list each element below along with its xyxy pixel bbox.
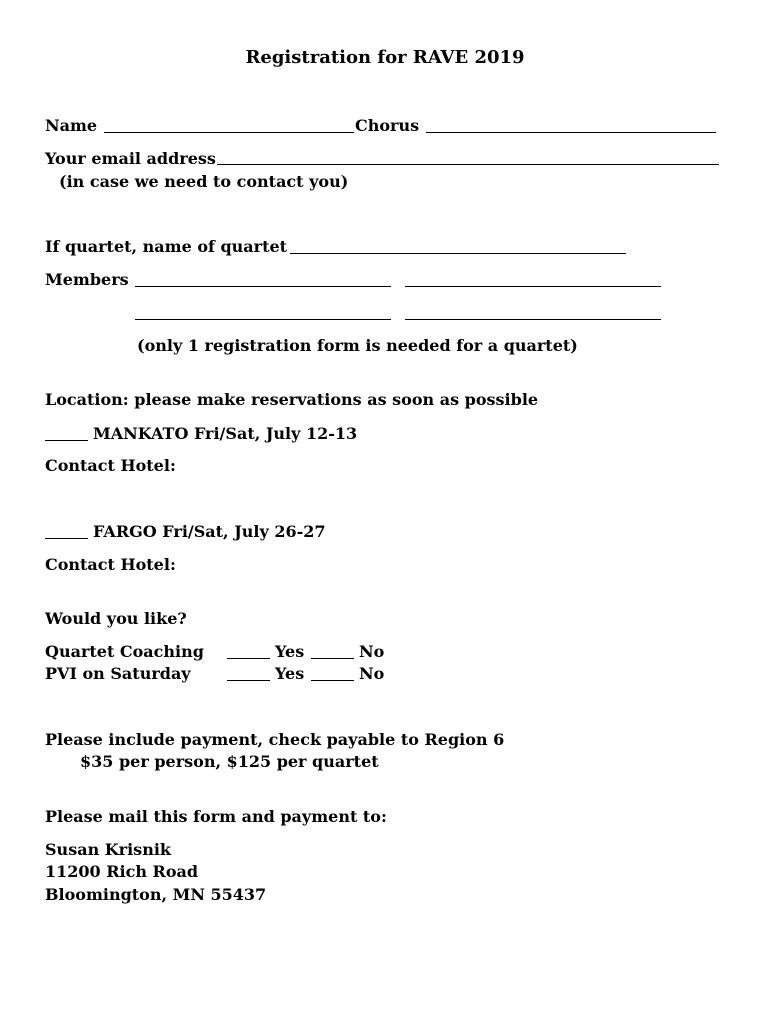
email-field[interactable] [217, 164, 719, 165]
member-field-2[interactable] [405, 286, 661, 287]
quartet-name-label: If quartet, name of quartet [45, 237, 288, 256]
pvi-no: No [359, 664, 385, 683]
chorus-label: Chorus [355, 116, 420, 135]
would-you-like-heading: Would you like? [45, 609, 187, 628]
page-title: Registration for RAVE 2019 [245, 47, 525, 68]
name-field[interactable] [104, 132, 354, 133]
member-field-1[interactable] [135, 286, 391, 287]
quartet-coaching-yes-line[interactable] [227, 658, 270, 659]
fargo-checkbox-line[interactable] [45, 538, 88, 539]
member-field-3[interactable] [135, 319, 391, 320]
name-label: Name [45, 116, 98, 135]
quartet-coaching-label: Quartet Coaching [45, 642, 204, 661]
quartet-note: (only 1 registration form is needed for a quartet) [137, 336, 578, 355]
pvi-no-line[interactable] [311, 680, 354, 681]
fargo-option: FARGO Fri/Sat, July 26-27 [93, 522, 326, 541]
quartet-coaching-no: No [359, 642, 385, 661]
pvi-yes-line[interactable] [227, 680, 270, 681]
fargo-contact-hotel: Contact Hotel: [45, 555, 176, 574]
email-label: Your email address [45, 149, 216, 168]
mankato-checkbox-line[interactable] [45, 440, 88, 441]
email-note: (in case we need to contact you) [59, 172, 349, 191]
location-label: Location: please make reservations as soon as possible [45, 390, 539, 409]
address-street: 11200 Rich Road [45, 862, 199, 881]
pvi-yes: Yes [275, 664, 305, 683]
address-city: Bloomington, MN 55437 [45, 885, 267, 904]
mail-instructions: Please mail this form and payment to: [45, 807, 387, 826]
payment-instructions: Please include payment, check payable to Region 6 [45, 730, 505, 749]
pvi-label: PVI on Saturday [45, 664, 191, 683]
quartet-coaching-yes: Yes [275, 642, 305, 661]
address-name: Susan Krisnik [45, 840, 171, 859]
payment-prices: $35 per person, $125 per quartet [80, 752, 379, 771]
mankato-contact-hotel: Contact Hotel: [45, 456, 176, 475]
members-label: Members [45, 270, 129, 289]
quartet-name-field[interactable] [290, 253, 626, 254]
quartet-coaching-no-line[interactable] [311, 658, 354, 659]
mankato-option: MANKATO Fri/Sat, July 12-13 [93, 424, 358, 443]
member-field-4[interactable] [405, 319, 661, 320]
chorus-field[interactable] [426, 132, 716, 133]
